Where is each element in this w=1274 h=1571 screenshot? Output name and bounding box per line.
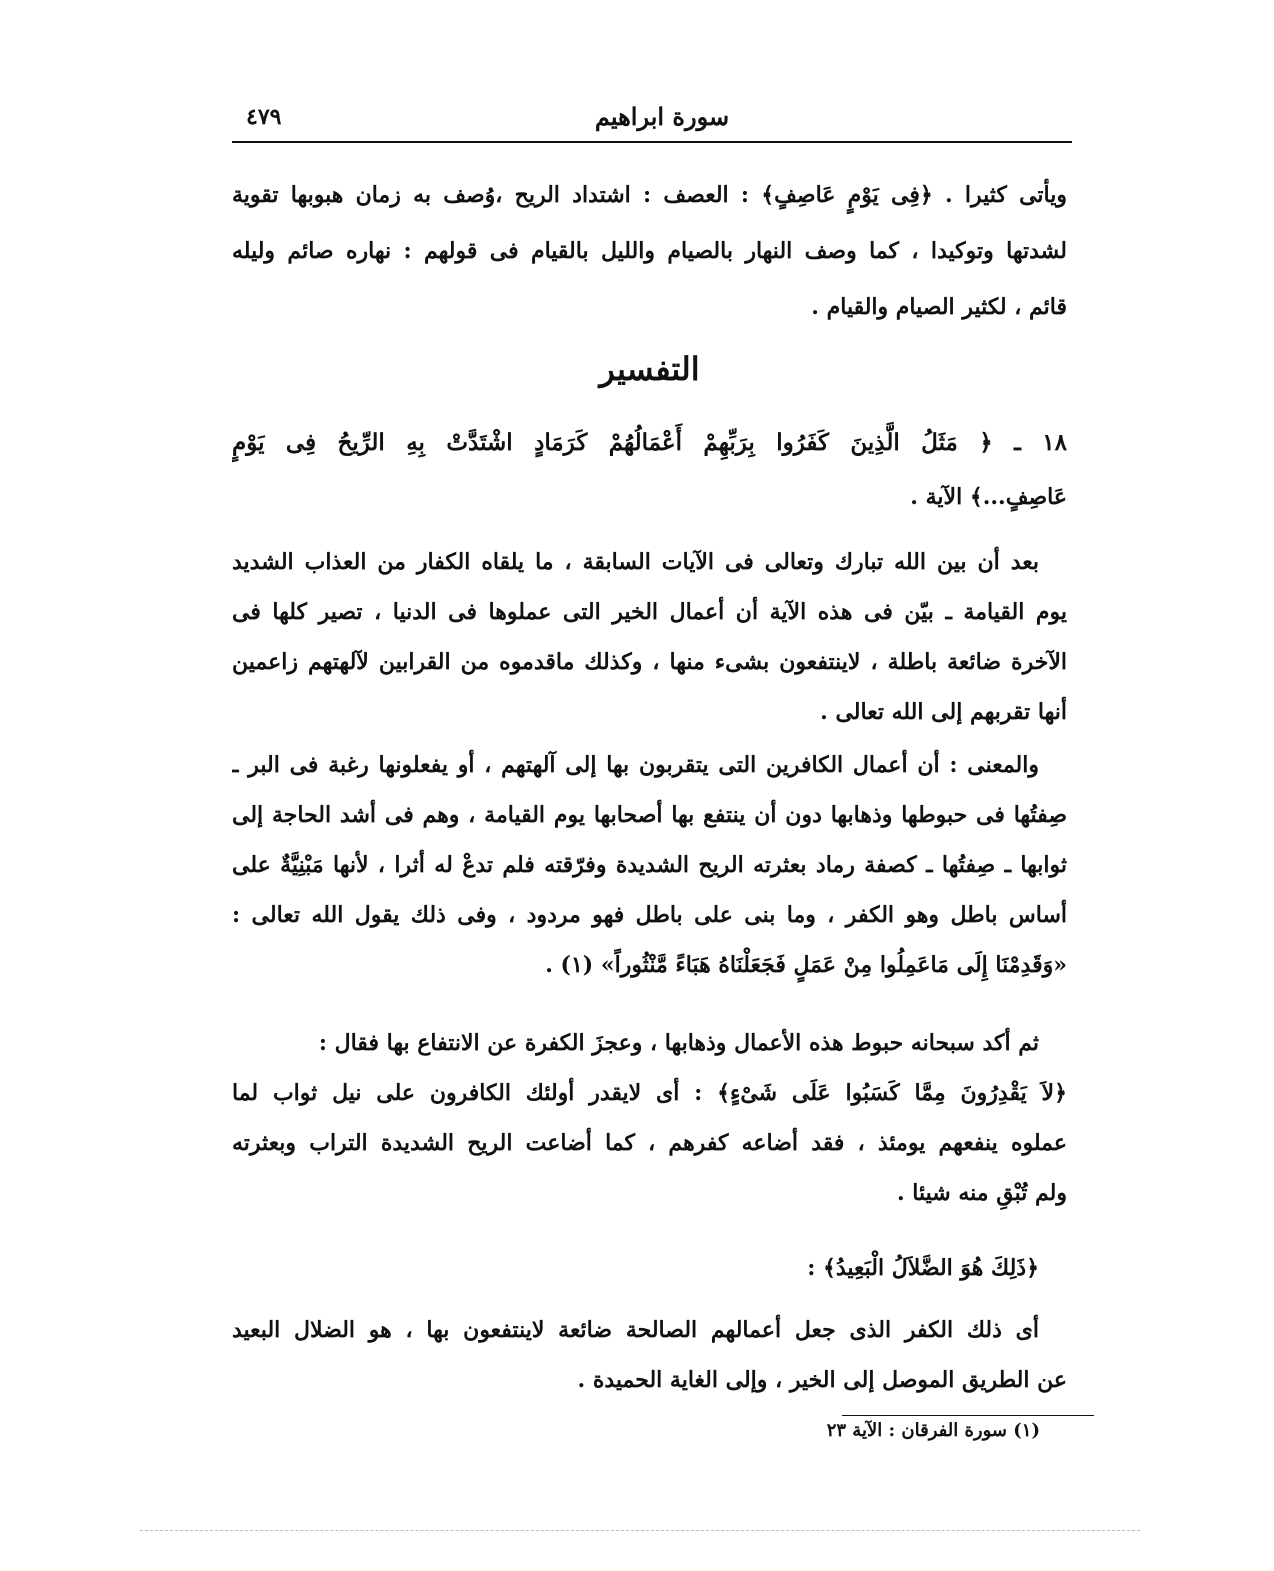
- verse-line: عَاصِفٍ...﴾ الآية .: [910, 484, 1067, 510]
- text-line: أنها تقربهم إلى الله تعالى .: [820, 699, 1067, 725]
- footnote-divider: [842, 1415, 1094, 1416]
- text-line: عملوه ينفعهم يومئذ ، فقد أضاعه كفرهم ، كما أضاعت الريح الشديدة التراب وبعثرته: [232, 1130, 1067, 1156]
- chapter-title: سورة ابراهيم: [594, 102, 730, 131]
- text-line: ولم تُبْقِ منه شيئا .: [896, 1180, 1067, 1206]
- paragraph-3: [232, 1018, 1067, 1218]
- page-header: [232, 102, 1072, 142]
- verse-line: ١٨ ـ ﴿ مَثَلُ الَّذِينَ كَفَرُوا بِرَبِّهِمْ أَعْمَالُهُمْ كَرَمَادٍ اشْتَدَّتْ بِهِ الرِّيحُ فِى يَوْمٍ: [232, 429, 1067, 456]
- text-line: أساس باطل وهو الكفر ، وما بنى على باطل فهو مردود ، وفى ذلك يقول الله تعالى :: [232, 902, 1067, 928]
- text-line: والمعنى : أن أعمال الكافرين التى يتقربون بها إلى آلهتهم ، أو يفعلونها رغبة فى البر ـ: [232, 752, 1039, 778]
- page-number: ٤٧٩: [246, 104, 282, 130]
- text-line: لشدتها وتوكيدا ، كما وصف النهار بالصيام والليل بالقيام فى قولهم : نهاره صائم وليله: [232, 238, 1067, 264]
- section-heading: التفسير: [599, 350, 700, 388]
- text-line: ثوابها ـ صِفتُها ـ كصفة رماد بعثرته الريح الشديدة وفرّقته فلم تدعْ له أثرا ، لأنها مَبْنِيَّةٌ على: [232, 852, 1067, 878]
- paragraph-1: [232, 537, 1067, 737]
- header-divider: [232, 141, 1072, 143]
- text-line: عن الطريق الموصل إلى الخير ، وإلى الغاية الحميدة .: [577, 1367, 1067, 1393]
- text-line: ﴿لاَ يَقْدِرُونَ مِمَّا كَسَبُوا عَلَى شَىْءٍ﴾ : أى لايقدر أولئك الكافرون على نيل ثواب لما: [232, 1080, 1067, 1106]
- verse-18: [232, 418, 1067, 522]
- text-line: الآخرة ضائعة باطلة ، لاينتفعون بشىء منها ، وكذلك ماقدموه من القرابين لآلهتهم زاعمين: [232, 649, 1067, 675]
- text-line: أى ذلك الكفر الذى جعل أعمالهم الصالحة ضائعة لاينتفعون بها ، هو الضلال البعيد: [232, 1317, 1039, 1343]
- verse-dalal: [232, 1243, 1067, 1293]
- paragraph-2: [232, 740, 1067, 990]
- paragraph-4: [232, 1305, 1067, 1405]
- text-line: بعد أن بين الله تبارك وتعالى فى الآيات السابقة ، ما يلقاه الكفار من العذاب الشديد: [232, 549, 1039, 575]
- footnote: (١) سورة الفرقان : الآية ٢٣: [826, 1420, 1040, 1441]
- text-line: «وَقَدِمْنَا إِلَى مَاعَمِلُوا مِنْ عَمَلٍ فَجَعَلْنَاهُ هَبَاءً مَّنْثُوراً» (١) .: [545, 952, 1067, 978]
- text-line: قائم ، لكثير الصيام والقيام .: [811, 294, 1067, 320]
- verse-line: ﴿ذَلِكَ هُوَ الضَّلاَلُ الْبَعِيدُ﴾ :: [807, 1255, 1039, 1281]
- text-line: يوم القيامة ـ بيّن فى هذه الآية أن أعمال الخير التى عملوها فى الدنيا ، تصير كلها فى: [232, 599, 1067, 625]
- text-line: صِفتُها فى حبوطها وذهابها دون أن ينتفع بها أصحابها يوم القيامة ، وهم فى أشد الحاجة إلى: [232, 802, 1067, 828]
- scan-edge-line: [140, 1530, 1140, 1531]
- intro-paragraph: [232, 170, 1067, 332]
- text-line: ويأتى كثيرا . ﴿فِى يَوْمٍ عَاصِفٍ﴾ : العصف : اشتداد الريح ،وُصف به زمان هبوبها تقوية: [232, 182, 1067, 208]
- text-line: ثم أكد سبحانه حبوط هذه الأعمال وذهابها ، وعجزَ الكفرة عن الانتفاع بها فقال :: [318, 1030, 1039, 1056]
